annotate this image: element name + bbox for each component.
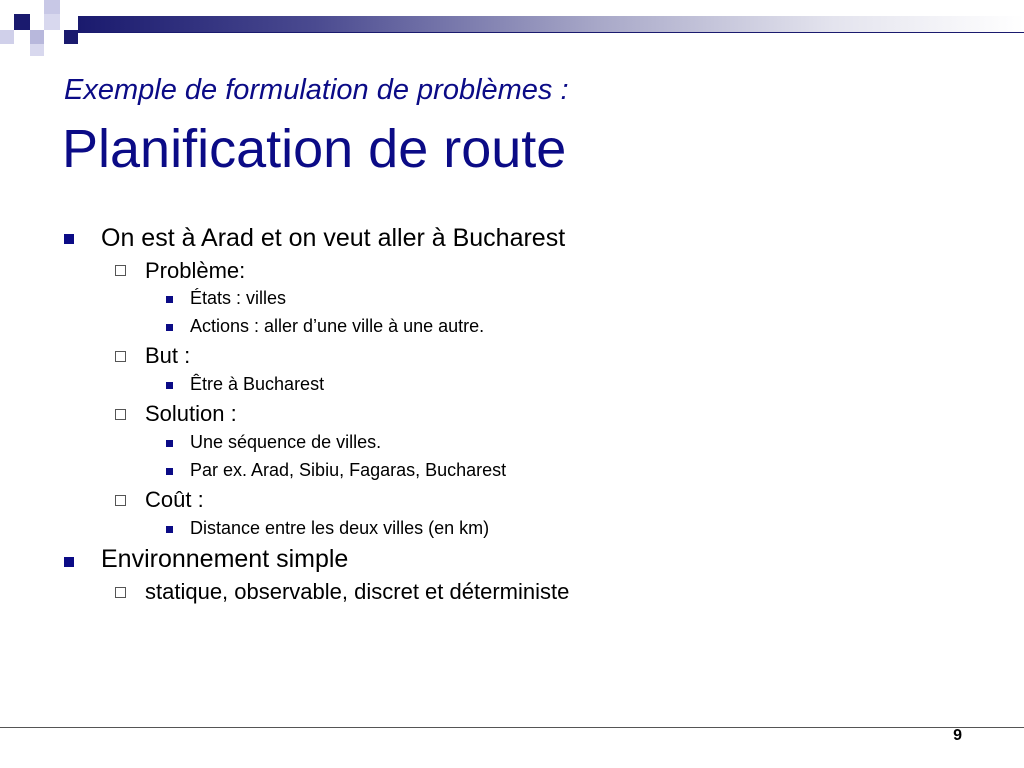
bullet-text: Problème:	[145, 258, 246, 283]
header-rule	[78, 32, 1024, 33]
bullet-hollow-square-icon	[115, 587, 126, 598]
decor-square	[0, 30, 14, 44]
bullet-square-icon	[64, 234, 74, 244]
slide-title: Planification de route	[62, 119, 567, 179]
bullet-text: Une séquence de villes.	[190, 432, 382, 452]
decor-square	[30, 44, 44, 56]
slide-subtitle: Exemple de formulation de problèmes :	[64, 74, 569, 106]
bullet-small-square-icon	[166, 324, 173, 331]
bullet-small-square-icon	[166, 440, 173, 447]
bullet-hollow-square-icon	[115, 409, 126, 420]
bullet-text: Par ex. Arad, Sibiu, Fagaras, Bucharest	[190, 460, 507, 480]
bullet-text: États : villes	[190, 288, 287, 308]
decor-square	[30, 30, 44, 44]
decor-square	[14, 14, 30, 30]
bullet-square-icon	[64, 557, 74, 567]
bullet-text: Environnement simple	[101, 545, 349, 573]
footer-rule	[0, 727, 1024, 728]
bullet-text: Coût :	[145, 487, 204, 512]
bullet-text: Distance entre les deux villes (en km)	[190, 518, 490, 538]
bullet-hollow-square-icon	[115, 495, 126, 506]
bullet-text: Actions : aller d’une ville à une autre.	[190, 316, 485, 336]
bullet-hollow-square-icon	[115, 351, 126, 362]
bullet-small-square-icon	[166, 468, 173, 475]
bullet-hollow-square-icon	[115, 265, 126, 276]
bullet-small-square-icon	[166, 526, 173, 533]
page-number: 9	[953, 727, 962, 744]
bullet-text: On est à Arad et on veut aller à Bucharest	[101, 224, 566, 252]
bullet-text: Être à Bucharest	[190, 374, 325, 394]
bullet-text: But :	[145, 343, 191, 368]
header-gradient-band	[78, 16, 1024, 32]
decor-square	[44, 14, 60, 30]
decor-square	[64, 30, 78, 44]
bullet-text: Solution :	[145, 401, 237, 426]
bullet-text: statique, observable, discret et déterministe	[145, 579, 570, 604]
bullet-small-square-icon	[166, 296, 173, 303]
bullet-small-square-icon	[166, 382, 173, 389]
